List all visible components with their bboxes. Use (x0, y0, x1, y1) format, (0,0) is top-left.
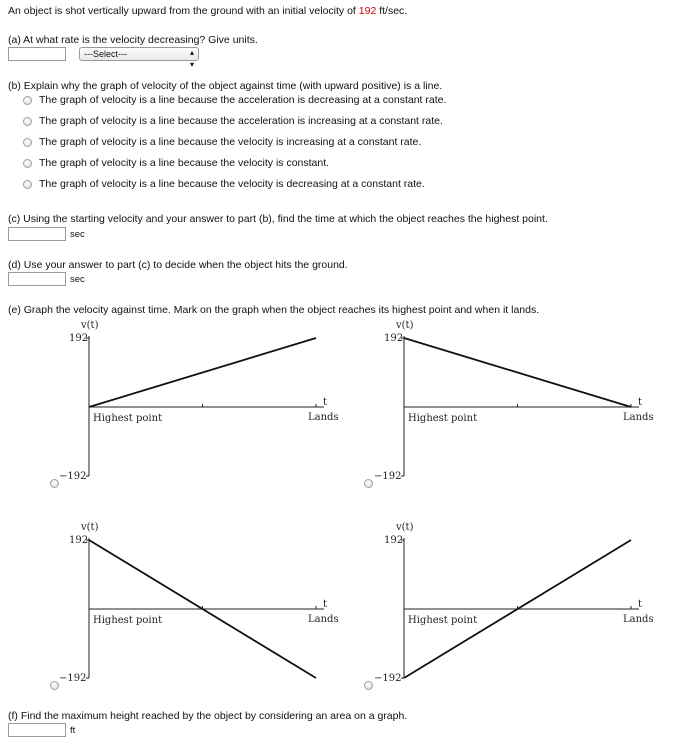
part-b-option-3: The graph of velocity is a line because the velocity is increasing at a constant rate. (39, 136, 422, 148)
graph-2-y-max-label: 192 (384, 333, 404, 344)
initial-velocity: 192 (358, 5, 377, 17)
graph-4-y-max-label: 192 (384, 535, 404, 546)
graph-2-y-label: v(t) (396, 320, 414, 331)
graph-3-y-max-label: 192 (69, 535, 89, 546)
graph-3-y-label: v(t) (81, 522, 99, 533)
select-value: ---Select--- (84, 49, 127, 59)
graph-2-highest-point-label: Highest point (408, 413, 478, 424)
part-b-option-4: The graph of velocity is a line because the velocity is constant. (39, 157, 330, 169)
graph-1-lands-label: Lands (308, 412, 339, 423)
graph-2-y-min-label: −192 (374, 471, 402, 482)
graph-1-y-min-label: −192 (59, 471, 87, 482)
graph-2-x-label: t (638, 397, 643, 408)
graph-3-highest-point-label: Highest point (93, 615, 163, 626)
part-e-question: (e) Graph the velocity against time. Mark on the graph when the object reaches its highest point and when it lands. (8, 304, 540, 316)
part-d-question: (d) Use your answer to part (c) to decide when the object hits the ground. (8, 259, 348, 271)
graph-1-x-label: t (323, 397, 328, 408)
part-b-option-5: The graph of velocity is a line because the velocity is decreasing at a constant rate. (39, 178, 425, 190)
graph-4-y-label: v(t) (396, 522, 414, 533)
part-b-question: (b) Explain why the graph of velocity of the object against time (with upward positive) is a line. (8, 80, 443, 92)
graph-1-y-max-label: 192 (69, 333, 89, 344)
part-c-question: (c) Using the starting velocity and your answer to part (b), find the time at which the object reaches the highest point. (8, 213, 548, 225)
problem-text: An object is shot vertically upward from the ground with an initial velocity of (8, 5, 359, 17)
part-b-option-2: The graph of velocity is a line because the acceleration is increasing at a constant rate. (39, 115, 443, 127)
graph-3-y-min-label: −192 (59, 673, 87, 684)
part-f-input[interactable] (8, 723, 66, 737)
graph-1-velocity-line (89, 338, 316, 407)
part-f-question: (f) Find the maximum height reached by the object by considering an area on a graph. (8, 710, 408, 722)
graph-4-x-label: t (638, 599, 643, 610)
graph-1-highest-point-label: Highest point (93, 413, 163, 424)
part-d-unit: sec (70, 274, 85, 285)
graph-1-y-label: v(t) (81, 320, 99, 331)
graph-4-lands-label: Lands (623, 614, 654, 625)
graph-2-velocity-line (404, 338, 631, 407)
graph-4-y-min-label: −192 (374, 673, 402, 684)
select-arrows-icon: ▴ ▾ (189, 48, 194, 69)
part-a-question: (a) At what rate is the velocity decreasing? Give units. (8, 34, 258, 46)
part-f-unit: ft (70, 725, 76, 736)
graph-3-lands-label: Lands (308, 614, 339, 625)
graph-2-lands-label: Lands (623, 412, 654, 423)
part-b-option-1: The graph of velocity is a line because the acceleration is decreasing at a constant rate. (39, 94, 447, 106)
graph-3-x-label: t (323, 599, 328, 610)
problem-units: ft/sec. (376, 5, 408, 17)
graph-4-highest-point-label: Highest point (408, 615, 478, 626)
part-c-unit: sec (70, 229, 85, 240)
